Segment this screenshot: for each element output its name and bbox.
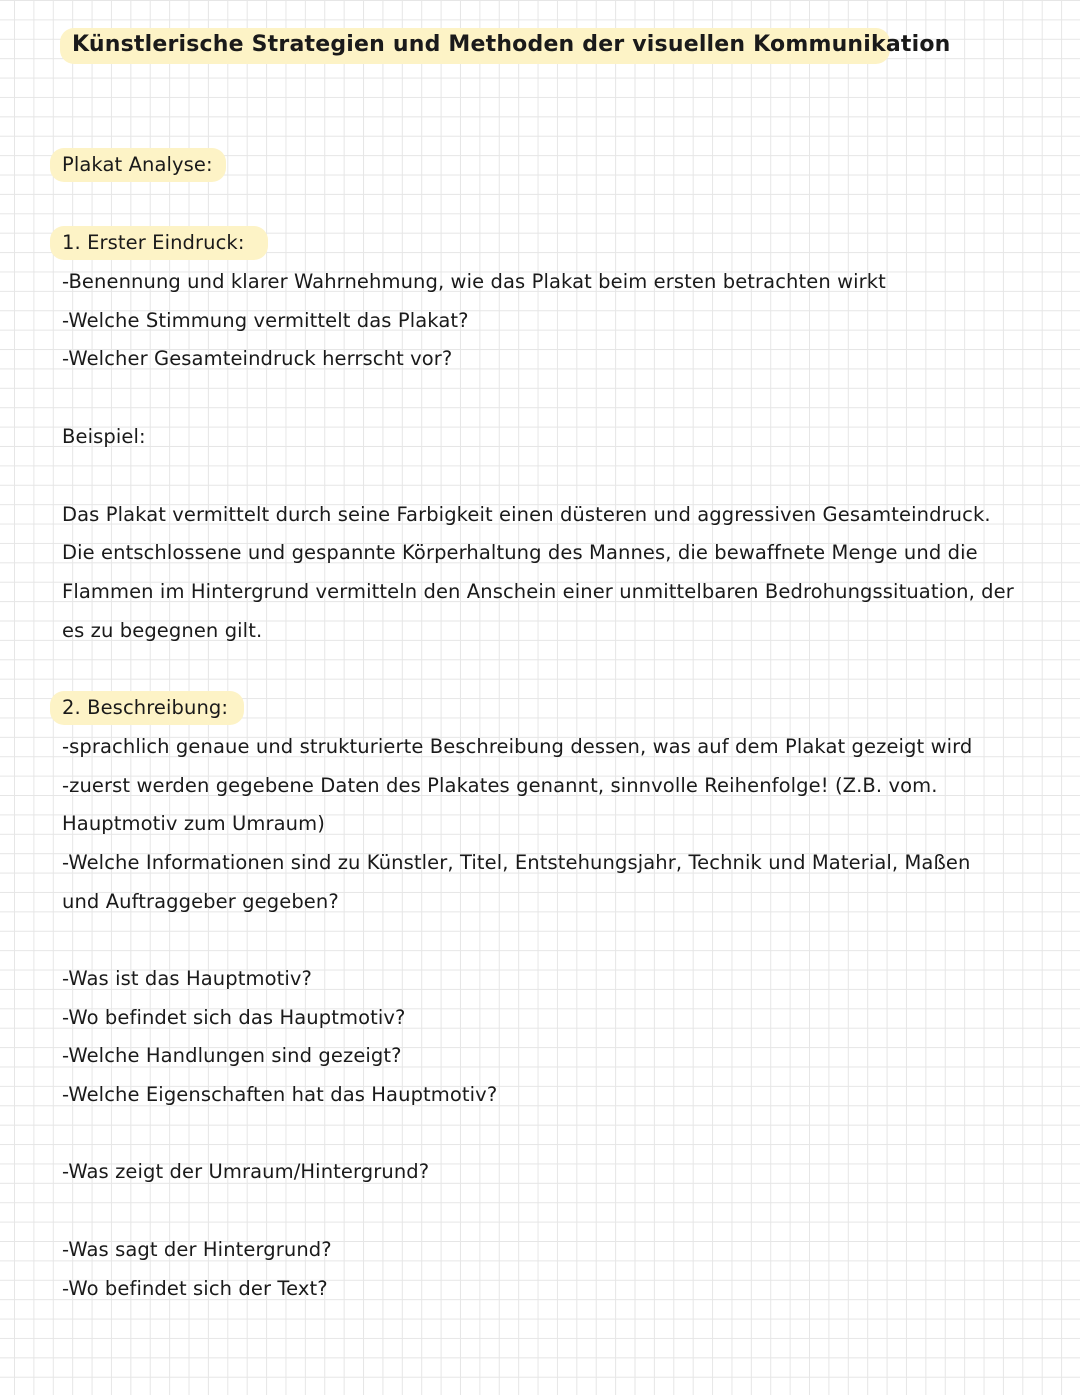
question-item: -Was zeigt der Umraum/Hintergrund? xyxy=(62,1160,430,1183)
example-text-line: es zu begegnen gilt. xyxy=(62,619,263,642)
question-item: -Wo befindet sich der Text? xyxy=(62,1277,328,1300)
example-label: Beispiel: xyxy=(62,425,146,448)
analysis-heading: Plakat Analyse: xyxy=(62,153,213,176)
section2-line: und Auftraggeber gegeben? xyxy=(62,890,339,913)
page-title: Künstlerische Strategien und Methoden der visuellen Kommunikation xyxy=(72,32,951,57)
question-item: -Welche Eigenschaften hat das Hauptmotiv? xyxy=(62,1083,498,1106)
section2-line: -sprachlich genaue und strukturierte Beschreibung dessen, was auf dem Plakat gezeigt wird xyxy=(62,735,973,758)
example-text-line: Flammen im Hintergrund vermitteln den Anschein einer unmittelbaren Bedrohungssituation, der xyxy=(62,580,1014,603)
question-item: -Was ist das Hauptmotiv? xyxy=(62,967,312,990)
section2-line: -Welche Informationen sind zu Künstler, Titel, Entstehungsjahr, Technik und Material, Maßen xyxy=(62,851,971,874)
example-text-line: Das Plakat vermittelt durch seine Farbigkeit einen düsteren und aggressiven Gesamteindruck. xyxy=(62,503,991,526)
question-item: -Was sagt der Hintergrund? xyxy=(62,1238,332,1261)
example-text-line: Die entschlossene und gespannte Körperhaltung des Mannes, die bewaffnete Menge und die xyxy=(62,541,978,564)
section2-line: Hauptmotiv zum Umraum) xyxy=(62,812,325,835)
section1-bullet: -Welche Stimmung vermittelt das Plakat? xyxy=(62,309,469,332)
section2-line: -zuerst werden gegebene Daten des Plakates genannt, sinnvolle Reihenfolge! (Z.B. vom. xyxy=(62,774,938,797)
section1-bullet: -Benennung und klarer Wahrnehmung, wie das Plakat beim ersten betrachten wirkt xyxy=(62,270,886,293)
section1-bullet: -Welcher Gesamteindruck herrscht vor? xyxy=(62,347,453,370)
question-item: -Wo befindet sich das Hauptmotiv? xyxy=(62,1006,406,1029)
question-item: -Welche Handlungen sind gezeigt? xyxy=(62,1044,402,1067)
section2-heading: 2. Beschreibung: xyxy=(62,696,229,719)
section1-heading: 1. Erster Eindruck: xyxy=(62,231,245,254)
